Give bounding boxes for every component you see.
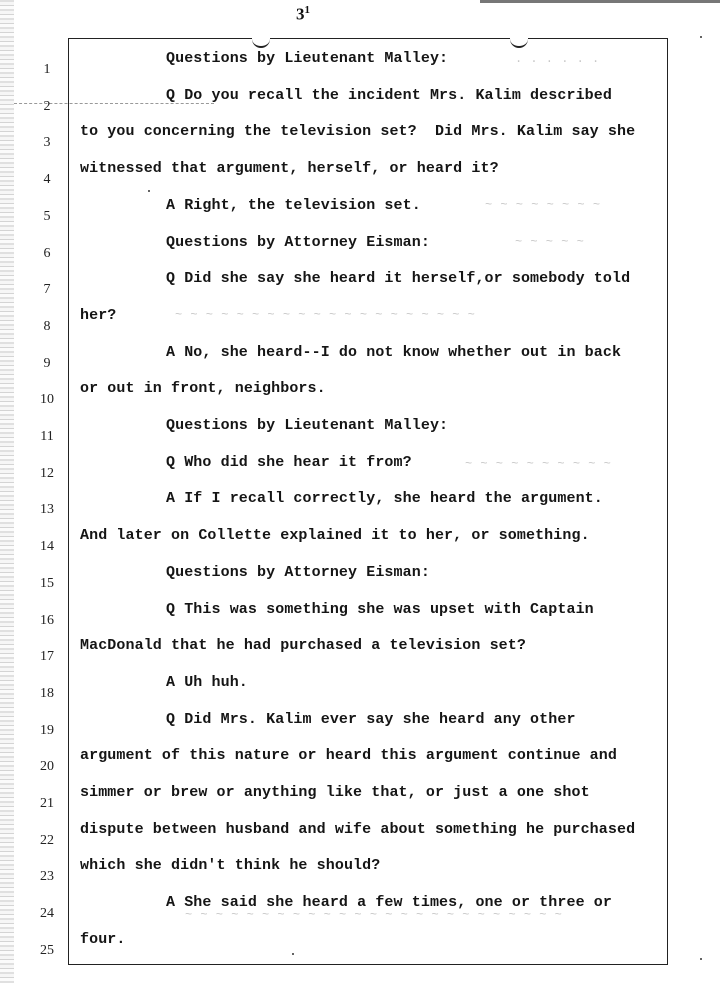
line-number: 4 (43, 172, 51, 188)
transcript-line: Questions by Attorney Eisman: (166, 563, 430, 581)
line-number: 20 (40, 759, 54, 775)
transcript-line: four. (80, 930, 126, 948)
line-number: 1 (43, 62, 51, 77)
line-number: 3 (43, 135, 51, 151)
transcript-line: Questions by Attorney Eisman: (166, 233, 430, 251)
line-number: 8 (43, 318, 51, 334)
line-number: 14 (40, 539, 54, 555)
line-number: 15 (40, 575, 54, 591)
line-number: 11 (40, 429, 54, 444)
line-number: 18 (40, 685, 54, 701)
line-number: 7 (43, 282, 51, 298)
line-number: 6 (43, 245, 51, 261)
transcript-line: And later on Collette explained it to her, or something. (80, 527, 590, 545)
transcript-line: A No, she heard--I do not know whether out in back (166, 343, 622, 361)
transcript-line: MacDonald that he had purchased a television set? (80, 637, 526, 655)
bleed-through-text: ~ ~ ~ ~ ~ (515, 235, 585, 249)
transcript-line: Q Do you recall the incident Mrs. Kalim described (166, 86, 612, 104)
line-number: 24 (40, 906, 54, 922)
top-edge-rule (480, 0, 720, 3)
line-number: 21 (40, 796, 54, 811)
transcript-line: witnessed that argument, herself, or heard it? (80, 160, 499, 178)
transcript-line: A If I recall correctly, she heard the argument. (166, 490, 603, 508)
transcript-line: argument of this nature or heard this argument continue and (80, 747, 617, 765)
transcript-line: Q This was something she was upset with Captain (166, 600, 594, 618)
line-number: 19 (40, 722, 54, 738)
page-number (296, 4, 310, 25)
transcript-line: A Uh huh. (166, 673, 248, 691)
transcript-line: Q Did Mrs. Kalim ever say she heard any other (166, 710, 576, 728)
line-number: 10 (40, 392, 54, 408)
line-number: 25 (40, 942, 54, 958)
transcript-line: which she didn't think he should? (80, 857, 381, 875)
transcript-line: Questions by Lieutenant Malley: (166, 50, 449, 67)
scan-edge-artifact (0, 0, 14, 983)
transcript-line: to you concerning the television set? Did Mrs. Kalim say she (80, 123, 636, 141)
line-number: 12 (40, 465, 54, 481)
bleed-through-text: ~ ~ ~ ~ ~ ~ ~ ~ ~ ~ ~ ~ ~ ~ ~ ~ ~ ~ ~ ~ ~ ~ ~ ~ ~ (185, 908, 563, 922)
bleed-through-text: ~ ~ ~ ~ ~ ~ ~ ~ ~ ~ (465, 457, 612, 471)
speck (700, 36, 702, 38)
line-number: 2 (43, 98, 51, 114)
line-number: 16 (40, 612, 54, 628)
transcript-line: Q Did she say she heard it herself,or somebody told (166, 270, 631, 288)
line-number: 17 (40, 649, 54, 665)
line-number: 22 (40, 832, 54, 848)
transcript-line: or out in front, neighbors. (80, 380, 326, 398)
line-number: 13 (40, 502, 54, 518)
speck (292, 953, 294, 955)
transcript-line: Q Who did she hear it from? (166, 453, 412, 471)
transcript-line: A Right, the television set. (166, 196, 421, 214)
transcript-line: her? (80, 306, 117, 324)
transcript-line: simmer or brew or anything like that, or just a one shot (80, 784, 590, 801)
line-number: 23 (40, 869, 54, 885)
transcript-line: Questions by Lieutenant Malley: (166, 417, 449, 434)
line-number: 5 (43, 208, 51, 224)
line-number: 9 (43, 355, 51, 371)
transcript-line: A She said she heard a few times, one or three or (166, 894, 612, 912)
speck (700, 958, 702, 960)
transcript-line: dispute between husband and wife about something he purchased (80, 820, 636, 838)
page-number-main: 3 (296, 4, 305, 24)
bleed-through-text: . . . . . . (515, 52, 600, 66)
bleed-through-text: ~ ~ ~ ~ ~ ~ ~ ~ (485, 198, 601, 212)
page-number-superscript: 1 (304, 4, 310, 16)
speck (148, 190, 150, 192)
bleed-through-text: ~ ~ ~ ~ ~ ~ ~ ~ ~ ~ ~ ~ ~ ~ ~ ~ ~ ~ ~ ~ (175, 308, 476, 322)
